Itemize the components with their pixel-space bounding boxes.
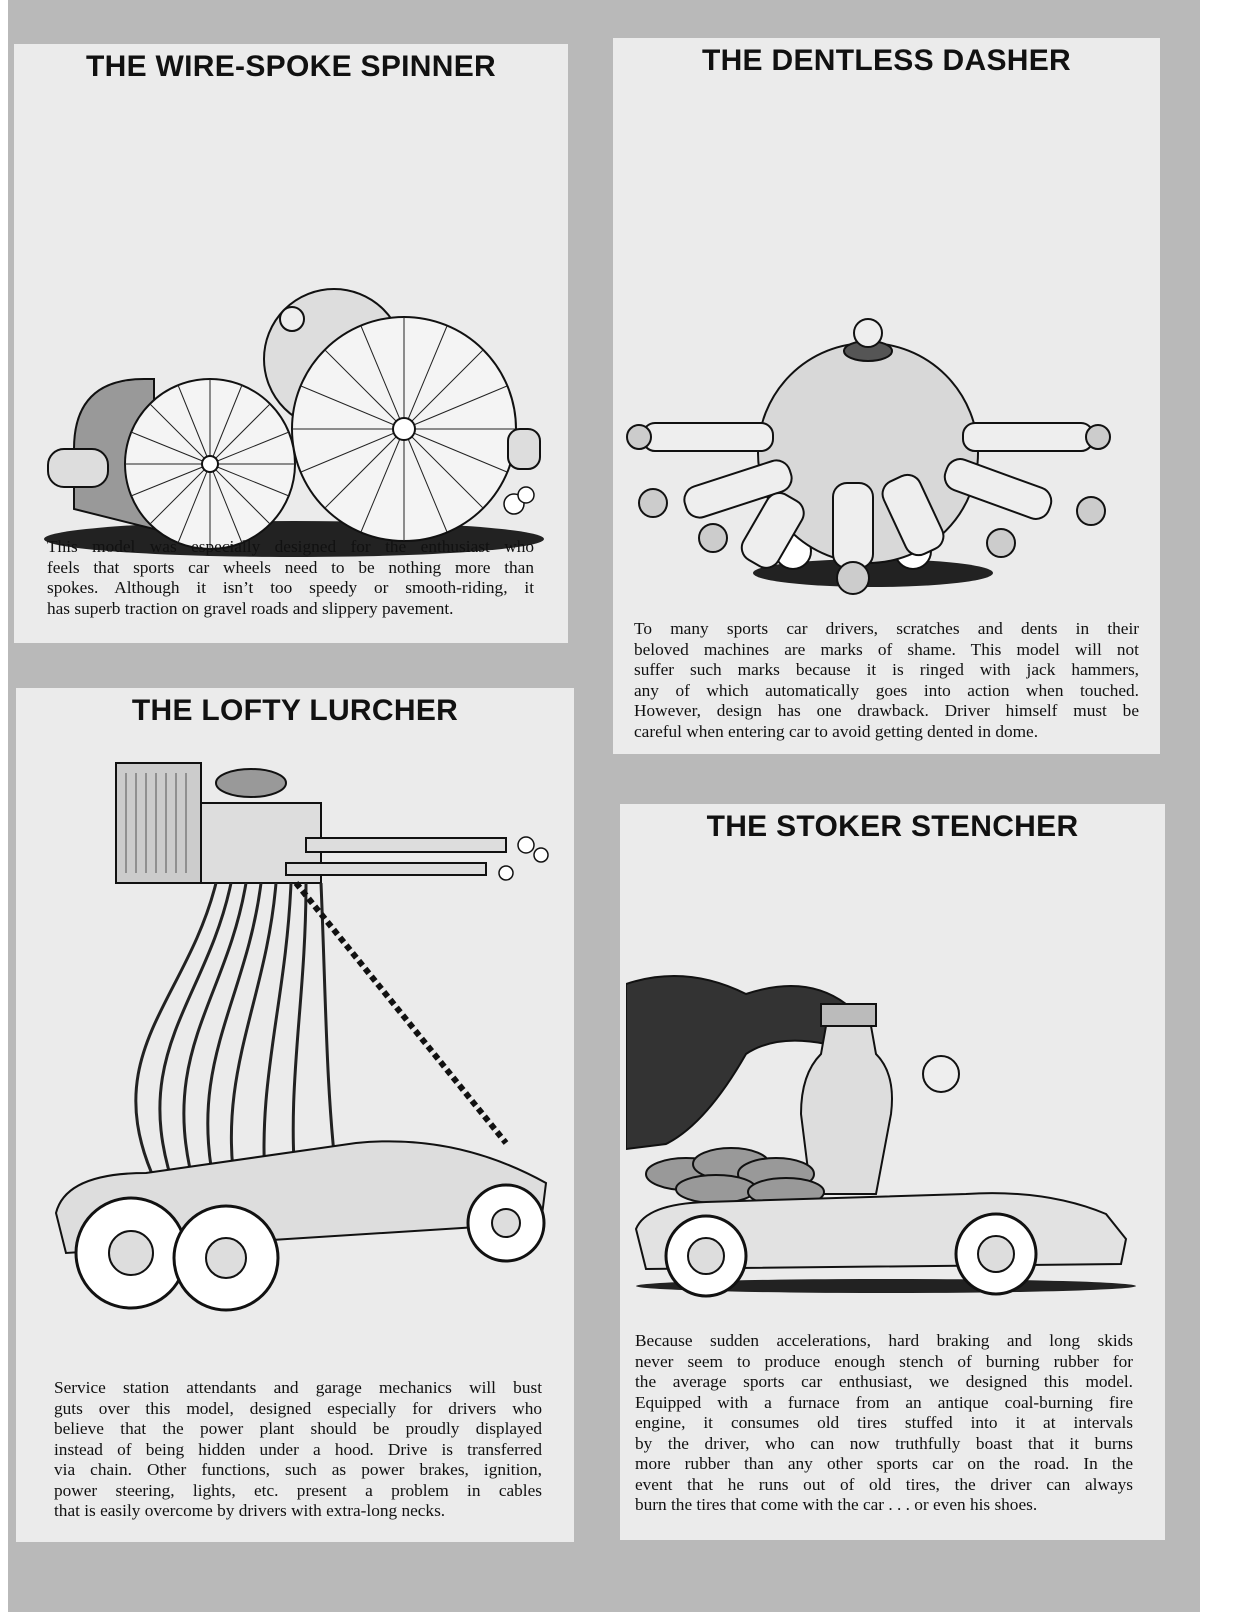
panel-title: THE LOFTY LURCHER bbox=[131, 694, 459, 727]
caption-line: by the driver, who can now truthfully boast that it burns bbox=[635, 1433, 1133, 1453]
panel-stoker-stencher bbox=[620, 804, 1165, 1540]
caption-line: To many sports car drivers, scratches and dents in their bbox=[634, 619, 1139, 638]
panel-caption bbox=[47, 537, 534, 619]
panel-dentless-dasher bbox=[613, 38, 1160, 754]
page-margin bbox=[1200, 0, 1235, 1612]
panel-wire-spoke-spinner bbox=[14, 44, 568, 643]
caption-line: that is easily overcome by drivers with extra-long necks. bbox=[54, 1501, 446, 1520]
caption-line: Because sudden accelerations, hard braking and long skids bbox=[635, 1331, 1133, 1350]
caption-line: careful when entering car to avoid getting dented in dome. bbox=[634, 721, 1039, 741]
caption-line: instead of being hidden under a hood. Drive is transferred bbox=[54, 1439, 542, 1459]
caption-line: via chain. Other functions, such as power brakes, ignition, bbox=[54, 1460, 542, 1479]
panel-caption bbox=[634, 619, 1139, 742]
caption-line: Equipped with a furnace from an antique coal-burning fire bbox=[635, 1392, 1133, 1412]
panel-title: THE WIRE-SPOKE SPINNER bbox=[86, 50, 496, 83]
caption-line: beloved machines are marks of shame. This model will not bbox=[634, 639, 1139, 659]
panel-caption bbox=[54, 1378, 542, 1522]
panel-title: THE STOKER STENCHER bbox=[706, 810, 1079, 843]
jackhammer-car-illustration bbox=[623, 303, 1123, 603]
caption-line: Service station attendants and garage mechanics will bust bbox=[54, 1378, 542, 1397]
caption-line: believe that the power plant should be proudly displayed bbox=[54, 1419, 542, 1438]
caption-line: suffer such marks because it is ringed with jack hammers, bbox=[634, 660, 1139, 679]
exposed-engine-car-illustration bbox=[36, 753, 566, 1353]
caption-line: spokes. Although it isn’t too speedy or smooth-riding, it bbox=[47, 578, 534, 597]
caption-line: engine, it consumes old tires stuffed into it at intervals bbox=[635, 1413, 1133, 1432]
wire-spoke-car-illustration bbox=[34, 269, 554, 569]
caption-line: never seem to produce enough stench of burning rubber for bbox=[635, 1351, 1133, 1371]
caption-line: power steering, lights, etc. present a problem in cables bbox=[54, 1480, 542, 1500]
caption-line: the average sports car enthusiast, we designed this model. bbox=[635, 1372, 1133, 1391]
caption-line: has superb traction on gravel roads and slippery pavement. bbox=[47, 598, 454, 618]
caption-line: guts over this model, designed especially for drivers who bbox=[54, 1398, 542, 1418]
caption-line: any of which automatically goes into action when touched. bbox=[634, 680, 1139, 700]
panel-lofty-lurcher bbox=[16, 688, 574, 1542]
panel-title: THE DENTLESS DASHER bbox=[701, 44, 1072, 77]
caption-line: feels that sports car wheels need to be nothing more than bbox=[47, 557, 534, 577]
caption-line: burn the tires that come with the car . . . or even his shoes. bbox=[635, 1495, 1038, 1514]
caption-line: event that he runs out of old tires, the driver can always bbox=[635, 1474, 1133, 1494]
caption-line: This model was especially designed for the enthusiast who bbox=[47, 537, 534, 556]
furnace-car-illustration bbox=[626, 964, 1136, 1304]
panel-caption bbox=[635, 1331, 1133, 1516]
caption-line: more rubber than any other sports car on the road. In the bbox=[635, 1454, 1133, 1473]
caption-line: However, design has one drawback. Driver himself must be bbox=[634, 701, 1139, 720]
